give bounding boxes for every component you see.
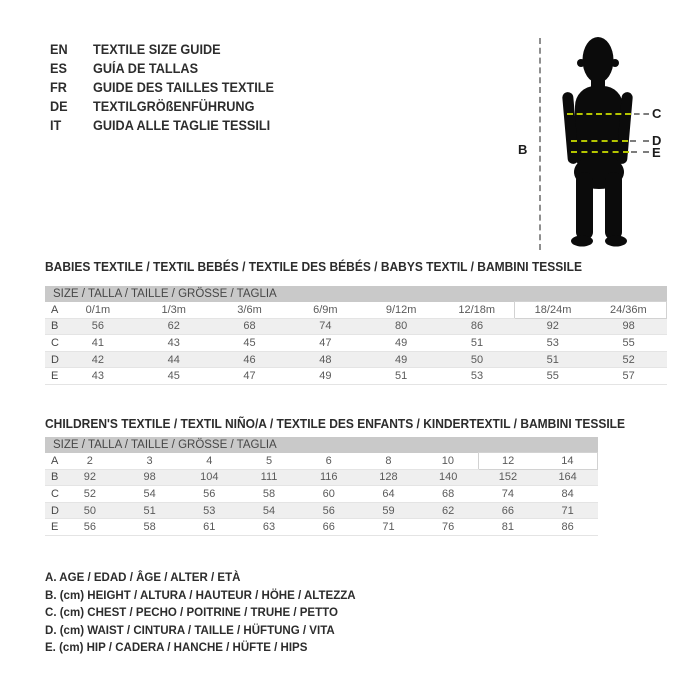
size-cell: 52 (60, 486, 120, 503)
size-cell: 74 (478, 486, 538, 503)
size-cell: 56 (179, 486, 239, 503)
size-cell: 76 (418, 519, 478, 536)
size-cell: 57 (591, 368, 667, 385)
size-cell: 47 (287, 335, 363, 352)
language-code: EN (50, 42, 68, 57)
chest-leader-line (634, 113, 649, 115)
size-cell: 62 (418, 502, 478, 519)
size-cell: 58 (239, 486, 299, 503)
measurement-figure (505, 28, 695, 260)
size-cell: 71 (538, 502, 598, 519)
row-label: A (45, 453, 60, 470)
size-cell: 42 (60, 351, 136, 368)
table-row-c (45, 486, 598, 503)
size-cell: 50 (60, 502, 120, 519)
legend-line: B. (cm) HEIGHT / ALTURA / HAUTEUR / HÖHE / ALTEZZA (45, 587, 356, 602)
language-row-de (50, 99, 286, 118)
chest-measure-line (567, 113, 631, 115)
row-label: A (45, 302, 60, 319)
size-cell: 104 (179, 469, 239, 486)
language-code: DE (50, 99, 68, 114)
size-header-bar: SIZE / TALLA / TAILLE / GRÖSSE / TAGLIA (45, 286, 667, 302)
size-cell: 12 (478, 453, 538, 470)
size-cell: 92 (515, 318, 591, 335)
language-row-es (50, 61, 286, 80)
language-title: TEXTILGRÖßENFÜHRUNG (93, 99, 255, 114)
size-cell: 50 (439, 351, 515, 368)
size-cell: 98 (591, 318, 667, 335)
size-cell: 128 (359, 469, 419, 486)
size-cell: 152 (478, 469, 538, 486)
row-label: B (45, 469, 60, 486)
size-cell: 14 (538, 453, 598, 470)
babies-table-title: BABIES TEXTILE / TEXTIL BEBÉS / TEXTILE DES BÉBÉS / BABYS TEXTIL / BAMBINI TESSILE (45, 260, 582, 274)
size-cell: 53 (439, 368, 515, 385)
language-row-it (50, 118, 286, 137)
size-cell: 51 (363, 368, 439, 385)
size-cell: 49 (363, 335, 439, 352)
size-cell: 12/18m (439, 302, 515, 319)
size-cell: 47 (212, 368, 288, 385)
table-row-e (45, 368, 667, 385)
size-cell: 6 (299, 453, 359, 470)
size-cell: 49 (363, 351, 439, 368)
size-cell: 51 (515, 351, 591, 368)
size-cell: 116 (299, 469, 359, 486)
size-cell: 140 (418, 469, 478, 486)
row-label: C (45, 486, 60, 503)
hip-measure-line (571, 151, 629, 153)
language-title-list (50, 42, 286, 137)
size-cell: 86 (439, 318, 515, 335)
legend-line: E. (cm) HIP / CADERA / HANCHE / HÜFTE / HIPS (45, 640, 308, 655)
chest-label: C (652, 106, 662, 121)
size-cell: 56 (299, 502, 359, 519)
language-code: ES (50, 61, 67, 76)
waist-leader-line (630, 140, 649, 142)
language-title: GUIDA ALLE TAGLIE TESSILI (93, 118, 271, 133)
size-cell: 60 (299, 486, 359, 503)
row-label: D (45, 351, 60, 368)
size-cell: 3 (120, 453, 180, 470)
size-cell: 92 (60, 469, 120, 486)
size-cell: 64 (359, 486, 419, 503)
hip-label: E (652, 145, 661, 160)
size-cell: 18/24m (515, 302, 591, 319)
size-cell: 41 (60, 335, 136, 352)
size-cell: 111 (239, 469, 299, 486)
size-cell: 98 (120, 469, 180, 486)
size-cell: 45 (212, 335, 288, 352)
table-row-a (45, 453, 598, 470)
row-label: E (45, 519, 60, 536)
size-cell: 71 (359, 519, 419, 536)
size-cell: 2 (60, 453, 120, 470)
language-row-fr (50, 80, 286, 99)
legend-line: A. AGE / EDAD / ÂGE / ALTER / ETÀ (45, 570, 241, 584)
height-measure-line (539, 38, 541, 250)
row-label: D (45, 502, 60, 519)
row-label: C (45, 335, 60, 352)
language-row-en (50, 42, 286, 61)
size-cell: 61 (179, 519, 239, 536)
table-row-b (45, 318, 667, 335)
size-cell: 0/1m (60, 302, 136, 319)
legend-line: D. (cm) WAIST / CINTURA / TAILLE / HÜFTUNG / VITA (45, 622, 335, 637)
size-cell: 5 (239, 453, 299, 470)
size-cell: 84 (538, 486, 598, 503)
size-cell: 59 (359, 502, 419, 519)
table-row-e (45, 519, 598, 536)
size-cell: 46 (212, 351, 288, 368)
size-cell: 10 (418, 453, 478, 470)
table-row-b (45, 469, 598, 486)
language-code: IT (50, 118, 62, 133)
size-cell: 68 (418, 486, 478, 503)
size-cell: 164 (538, 469, 598, 486)
size-cell: 51 (439, 335, 515, 352)
size-cell: 54 (120, 486, 180, 503)
size-cell: 62 (136, 318, 212, 335)
size-cell: 68 (212, 318, 288, 335)
waist-label: D (652, 133, 662, 148)
children-table-title: CHILDREN'S TEXTILE / TEXTIL NIÑO/A / TEXTILE DES ENFANTS / KINDERTEXTIL / BAMBINI TESSILE (45, 417, 626, 431)
size-cell: 49 (287, 368, 363, 385)
size-cell: 1/3m (136, 302, 212, 319)
size-cell: 56 (60, 318, 136, 335)
size-cell: 53 (515, 335, 591, 352)
height-label: B (518, 142, 528, 157)
row-label: B (45, 318, 60, 335)
size-cell: 4 (179, 453, 239, 470)
size-cell: 9/12m (363, 302, 439, 319)
table-row-d (45, 502, 598, 519)
size-cell: 48 (287, 351, 363, 368)
size-cell: 24/36m (591, 302, 667, 319)
size-cell: 81 (478, 519, 538, 536)
size-cell: 56 (60, 519, 120, 536)
size-cell: 54 (239, 502, 299, 519)
measurement-legend (45, 569, 369, 657)
size-cell: 43 (136, 335, 212, 352)
size-cell: 58 (120, 519, 180, 536)
babies-size-table (45, 286, 667, 385)
size-cell: 45 (136, 368, 212, 385)
language-code: FR (50, 80, 67, 95)
children-size-table (45, 437, 598, 536)
size-cell: 86 (538, 519, 598, 536)
table-row-a (45, 302, 667, 319)
size-cell: 51 (120, 502, 180, 519)
row-label: E (45, 368, 60, 385)
table-row-d (45, 351, 667, 368)
waist-measure-line (571, 140, 628, 142)
size-cell: 43 (60, 368, 136, 385)
language-title: TEXTILE SIZE GUIDE (93, 42, 221, 57)
table-row-c (45, 335, 667, 352)
size-cell: 55 (591, 335, 667, 352)
hip-leader-line (631, 151, 649, 153)
size-cell: 80 (363, 318, 439, 335)
size-cell: 8 (359, 453, 419, 470)
size-cell: 44 (136, 351, 212, 368)
language-title: GUÍA DE TALLAS (93, 61, 199, 76)
size-cell: 3/6m (212, 302, 288, 319)
size-cell: 6/9m (287, 302, 363, 319)
size-header-bar: SIZE / TALLA / TAILLE / GRÖSSE / TAGLIA (45, 437, 598, 453)
size-cell: 53 (179, 502, 239, 519)
language-title: GUIDE DES TAILLES TEXTILE (93, 80, 274, 95)
legend-line: C. (cm) CHEST / PECHO / POITRINE / TRUHE / PETTO (45, 605, 338, 620)
size-cell: 55 (515, 368, 591, 385)
size-cell: 66 (478, 502, 538, 519)
size-cell: 66 (299, 519, 359, 536)
size-cell: 63 (239, 519, 299, 536)
size-cell: 52 (591, 351, 667, 368)
size-cell: 74 (287, 318, 363, 335)
